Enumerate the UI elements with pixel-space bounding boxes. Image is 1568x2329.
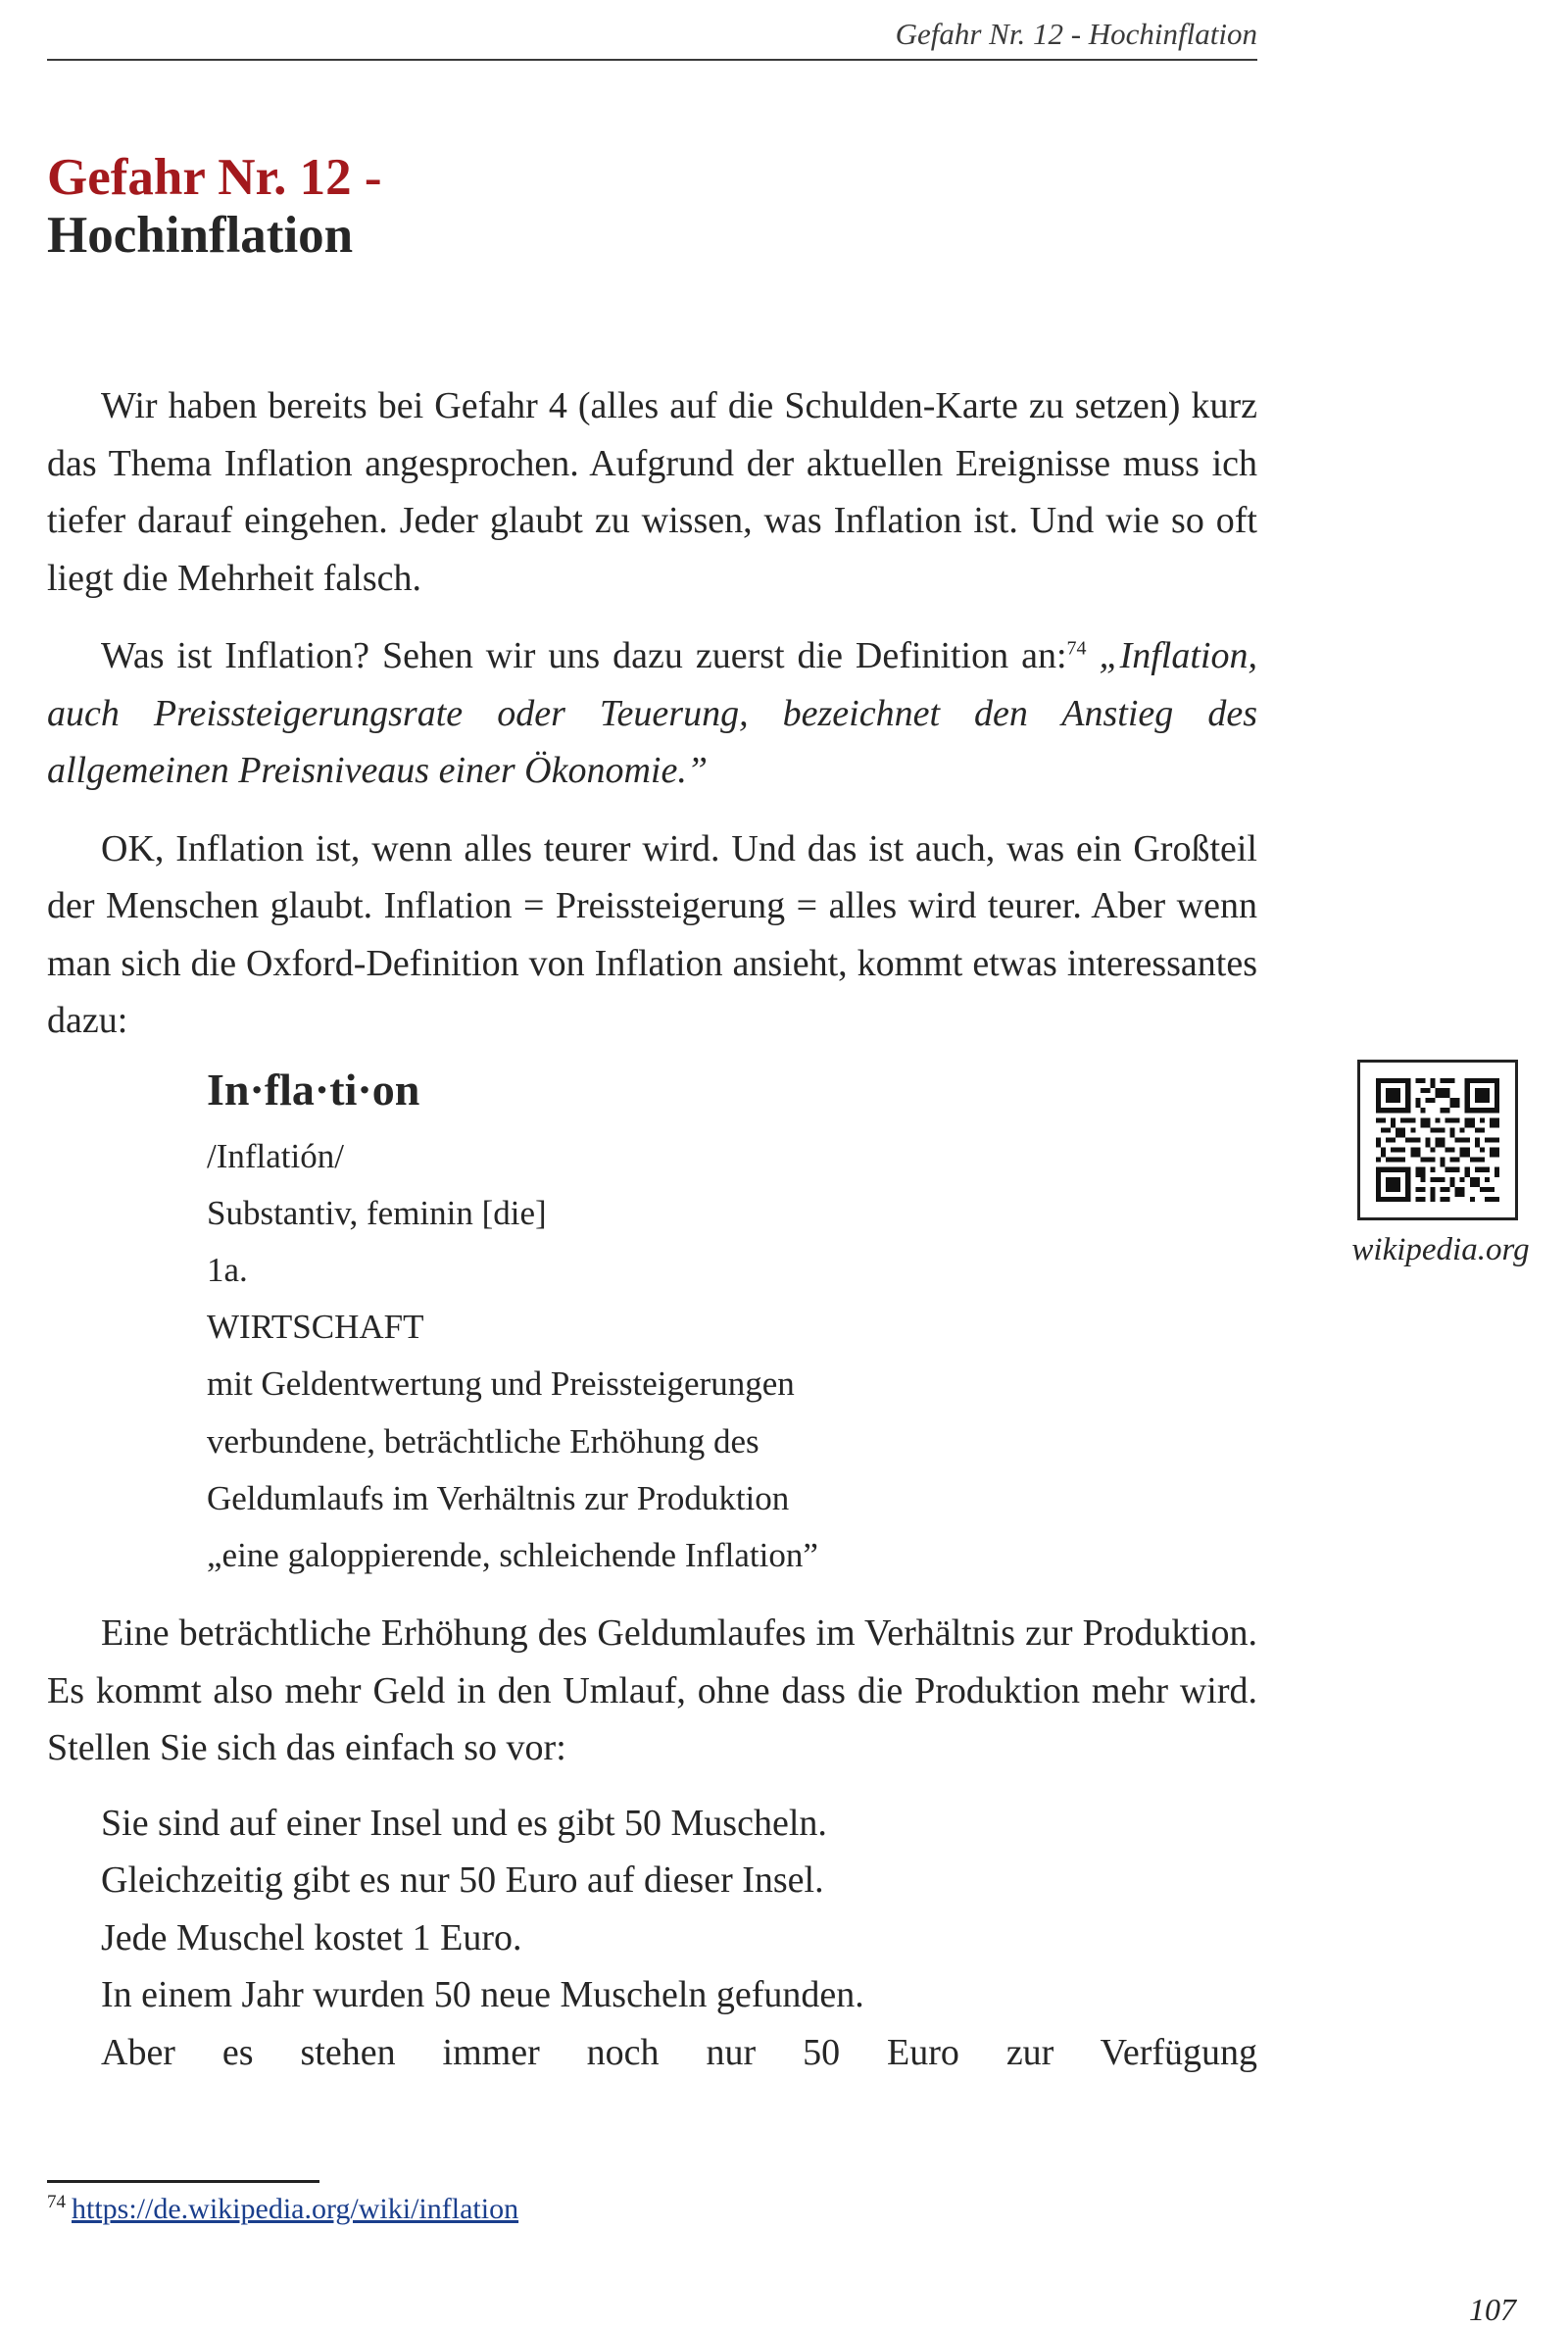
qr-caption: wikipedia.org	[1351, 1232, 1530, 1267]
dictionary-sense-number: 1a.	[207, 1250, 248, 1289]
dictionary-definition-line: mit Geldentwertung und Preissteigerungen	[207, 1364, 795, 1404]
footnote-number: 74	[47, 2192, 66, 2212]
example-line: In einem Jahr wurden 50 neue Muscheln gefunden.	[101, 1974, 864, 2016]
definition-quote: „Inflation, auch Preissteigerungsrate oder Teuerung, bezeichnet den Anstieg des allgemeinen Preisniveaus einer Ökonomie.”	[47, 635, 1257, 791]
dictionary-word-class: Substantiv, feminin [die]	[207, 1193, 547, 1232]
running-head: Gefahr Nr. 12 - Hochinflation	[47, 12, 1257, 61]
example-line: Aber es stehen immer noch nur 50 Euro zur Verfügung	[101, 2031, 1257, 2073]
dictionary-definition-line: Geldumlaufs im Verhältnis zur Produktion	[207, 1478, 790, 1517]
footnote-reference[interactable]: 74	[1066, 637, 1087, 660]
chapter-title	[47, 149, 382, 265]
dictionary-pronunciation: /Inflatión/	[207, 1136, 344, 1175]
example-line: Sie sind auf einer Insel und es gibt 50 Muscheln.	[101, 1802, 827, 1844]
dictionary-domain: WIRTSCHAFT	[207, 1308, 424, 1347]
paragraph-2-lead: Was ist Inflation? Sehen wir uns dazu zuerst die Definition an:	[101, 635, 1067, 676]
qr-code-icon	[1376, 1078, 1499, 1202]
footnote-link[interactable]: https://de.wikipedia.org/wiki/inflation	[72, 2193, 519, 2225]
paragraph-4: Eine beträchtliche Erhöhung des Geldumlaufes im Verhältnis zur Produktion. Es kommt also mehr Geld in den Umlauf, ohne dass die Produktion mehr wird. Stellen Sie sich das einfach so vor:	[47, 1612, 1257, 1769]
dictionary-definition-line: verbundene, beträchtliche Erhöhung des	[207, 1421, 760, 1461]
chapter-title-line-1: Gefahr Nr. 12 -	[47, 149, 382, 206]
paragraph-1: Wir haben bereits bei Gefahr 4 (alles auf die Schulden-Karte zu setzen) kurz das Thema Inflation angesprochen. Aufgrund der aktuellen Ereignisse muss ich tiefer darauf eingehen. Jeder glaubt zu wissen, was Inflation ist. Und wie so oft liegt die Mehrheit falsch.	[47, 385, 1257, 599]
example-line: Jede Muschel kostet 1 Euro.	[101, 1916, 522, 1958]
paragraph-2	[47, 627, 1257, 800]
paragraph-3: OK, Inflation ist, wenn alles teurer wird. Und das ist auch, was ein Großteil der Menschen glaubt. Inflation = Preissteigerung = alles wird teurer. Aber wenn man sich die Oxford-Definition von Inflation ansieht, kommt etwas interessantes dazu:	[47, 827, 1257, 1041]
dictionary-entry	[207, 1062, 1257, 1585]
body-text	[47, 377, 1257, 2081]
qr-code[interactable]	[1357, 1060, 1518, 1220]
page-number: 107	[1469, 2292, 1516, 2327]
example-line: Gleichzeitig gibt es nur 50 Euro auf dieser Insel.	[101, 1859, 824, 1902]
footnote-separator	[47, 2180, 319, 2183]
chapter-title-line-2: Hochinflation	[47, 207, 354, 264]
example-lines	[47, 1795, 1257, 2082]
dictionary-example: „eine galoppierende, schleichende Inflation”	[207, 1535, 818, 1574]
dictionary-headword: In·fla·ti·on	[207, 1064, 420, 1115]
footnote	[47, 2190, 518, 2229]
